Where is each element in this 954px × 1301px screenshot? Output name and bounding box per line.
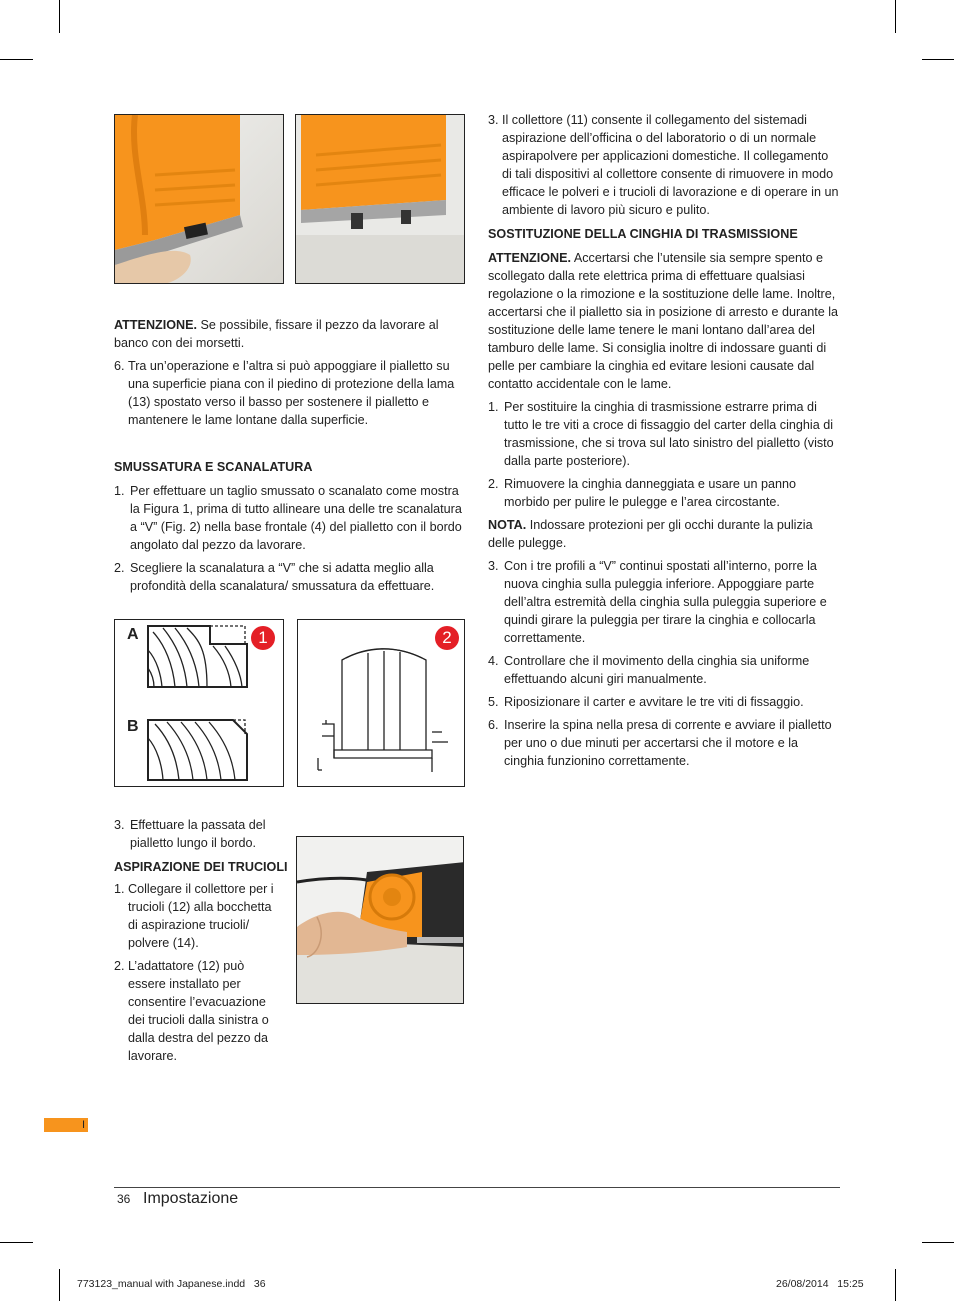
list-text: Riposizionare il carter e avvitare le tre viti di fissaggio. <box>504 695 804 709</box>
crop-mark <box>59 0 60 33</box>
crop-mark <box>59 1269 60 1301</box>
list-item <box>114 816 284 852</box>
list-text: L’adattatore (12) può essere installato per consentire l’evacuazione dei trucioli dalla sinistra o dalla destra del pezzo da lavorare. <box>128 959 269 1063</box>
list-number: 1. <box>114 882 125 896</box>
slug-filename: 773123_manual with Japanese.indd 36 <box>77 1278 266 1290</box>
attenzione-text: Accertarsi che l’utensile sia sempre spento e scollegato dalla rete elettrica prima di effettuare qualsiasi regolazione o la rimozione e la sostituzione delle lame. Inoltre, accertarsi che il pialletto sia in posizione di arresto e durante la sostituzione delle lame tenere le mani lontano dall’area del tamburo delle lame. Si consiglia inoltre di indossare guanti di pelle per cambiare la cinghia ed evitare lesioni causate dal contatto accidentale con le lame. <box>488 251 839 391</box>
planer-in-hand-photo <box>296 836 464 1004</box>
list-number: 5. <box>488 695 499 709</box>
attenzione-belt-note <box>488 249 840 393</box>
list-text: Collegare il collettore per i trucioli (12) alla bocchetta di aspirazione trucioli/ polvere (14). <box>128 882 274 950</box>
list-item <box>488 111 840 219</box>
crop-mark <box>922 1242 954 1243</box>
planer-blade-guard-photo <box>114 114 284 284</box>
list-number: 1. <box>488 400 499 414</box>
list-text: Per sostituire la cinghia di trasmissione estrarre prima di tutto le tre viti a croce di fissaggio del carter della cinghia di trasmissione, che si trova sul lato sinistro del pialletto (visto dalla parte posteriore). <box>504 400 834 468</box>
list-text: Con i tre profili a “V” continui spostati all’interno, porre la nuova cinghia sulla puleggia inferiore. Appoggiare parte dell’altra estremità della cinghia sulla puleggia superiore e quindi girare la puleggia per tirare la cinghia e collocarla correttamente. <box>504 559 827 645</box>
attenzione-label: ATTENZIONE. <box>488 251 572 265</box>
list-text: Inserire la spina nella presa di corrente e avviare il pialletto per uno o due minuti per accertarsi che il motore e la cinghia funzionino correttamente. <box>504 718 832 768</box>
list-item <box>488 557 840 647</box>
nota-text: Indossare protezioni per gli occhi durante la pulizia delle pulegge. <box>488 518 813 550</box>
list-number: 3. <box>488 113 499 127</box>
figure-label-a: A <box>127 626 139 643</box>
page-number: 36 <box>117 1192 131 1206</box>
section-title: Impostazione <box>143 1190 239 1207</box>
list-number: 6. <box>488 718 499 732</box>
list-number: 3. <box>114 818 125 832</box>
crop-mark <box>0 59 33 60</box>
list-text: Effettuare la passata del pialletto lungo il bordo. <box>130 818 266 850</box>
list-text: Scegliere la scanalatura a “V” che si adatta meglio alla profondità della scanalatura/ smussatura da effettuare. <box>130 561 435 593</box>
list-text: Controllare che il movimento della cinghia sia uniforme effettuando alcuni giri manualmente. <box>504 654 810 686</box>
list-item <box>488 693 840 711</box>
slug-timestamp: 26/08/2014 15:25 <box>776 1278 864 1290</box>
language-tab <box>44 1118 88 1132</box>
crop-mark <box>895 0 896 33</box>
attenzione-text: Se possibile, fissare il pezzo da lavorare al banco con dei morsetti. <box>114 318 439 350</box>
figure-label-b: B <box>127 718 139 735</box>
list-text: Per effettuare un taglio smussato o scanalato come mostra la Figura 1, prima di tutto allineare una delle tre scanalatura a “V” (Fig. 2) nella base frontale (4) del pialletto con il bordo angolato dal pezzo da lavorare. <box>130 484 462 552</box>
list-text: Tra un’operazione e l’altra si può appoggiare il pialletto su una superficie piana con il piedino di protezione della lama (13) spostato verso il basso per sostenere il pialletto e mantenere le lame lontane dalla superficie. <box>128 359 455 427</box>
list-number: 6. <box>114 359 125 373</box>
crop-mark <box>922 59 954 60</box>
list-text: Rimuovere la cinghia danneggiata e usare un panno morbido per pulire le pulegge e l’area circostante. <box>504 477 796 509</box>
figure-1-chamfer-groove <box>114 619 284 787</box>
list-number: 2. <box>114 561 125 575</box>
list-number: 4. <box>488 654 499 668</box>
crop-mark <box>0 1242 33 1243</box>
list-item <box>488 398 840 470</box>
list-number: 2. <box>488 477 499 491</box>
left-column-top <box>114 316 466 429</box>
planer-on-surface-photo <box>295 114 465 284</box>
crop-mark <box>895 1269 896 1301</box>
list-item <box>114 482 466 554</box>
list-item <box>114 559 466 595</box>
list-number: 1. <box>114 484 125 498</box>
list-item <box>114 357 466 429</box>
right-column <box>488 111 840 770</box>
figure-2-v-grooves <box>297 619 465 787</box>
list-number: 2. <box>114 959 125 973</box>
smussatura-section <box>114 458 466 595</box>
list-text: Il collettore (11) consente il collegamento del sistemadi aspirazione dell’officina o del laboratorio o di un normale aspirapolvere per applicazioni domestiche. Il collegamento di tali dispositivi al collettore consente di rimuovere in modo efficace le polveri e i trucioli di lavorazione e di operare in un ambiente di lavoro più sicuro e pulito. <box>502 113 839 217</box>
footer-rule <box>114 1187 840 1188</box>
figure-number-badge: 2 <box>435 626 459 650</box>
list-item <box>488 652 840 688</box>
nota-note <box>488 516 840 552</box>
list-item <box>114 880 284 952</box>
list-item <box>488 716 840 770</box>
section-heading: SOSTITUZIONE DELLA CINGHIA DI TRASMISSIONE <box>488 227 798 241</box>
list-item <box>488 475 840 511</box>
language-tab-label: I <box>81 1119 85 1131</box>
attenzione-label: ATTENZIONE. <box>114 318 198 332</box>
section-heading: SMUSSATURA E SCANALATURA <box>114 460 313 474</box>
nota-label: NOTA. <box>488 518 527 532</box>
attenzione-clamp-note <box>114 316 466 352</box>
section-heading: ASPIRAZIONE DEI TRUCIOLI <box>114 860 288 874</box>
figure-number-badge: 1 <box>251 626 275 650</box>
list-number: 3. <box>488 559 499 573</box>
